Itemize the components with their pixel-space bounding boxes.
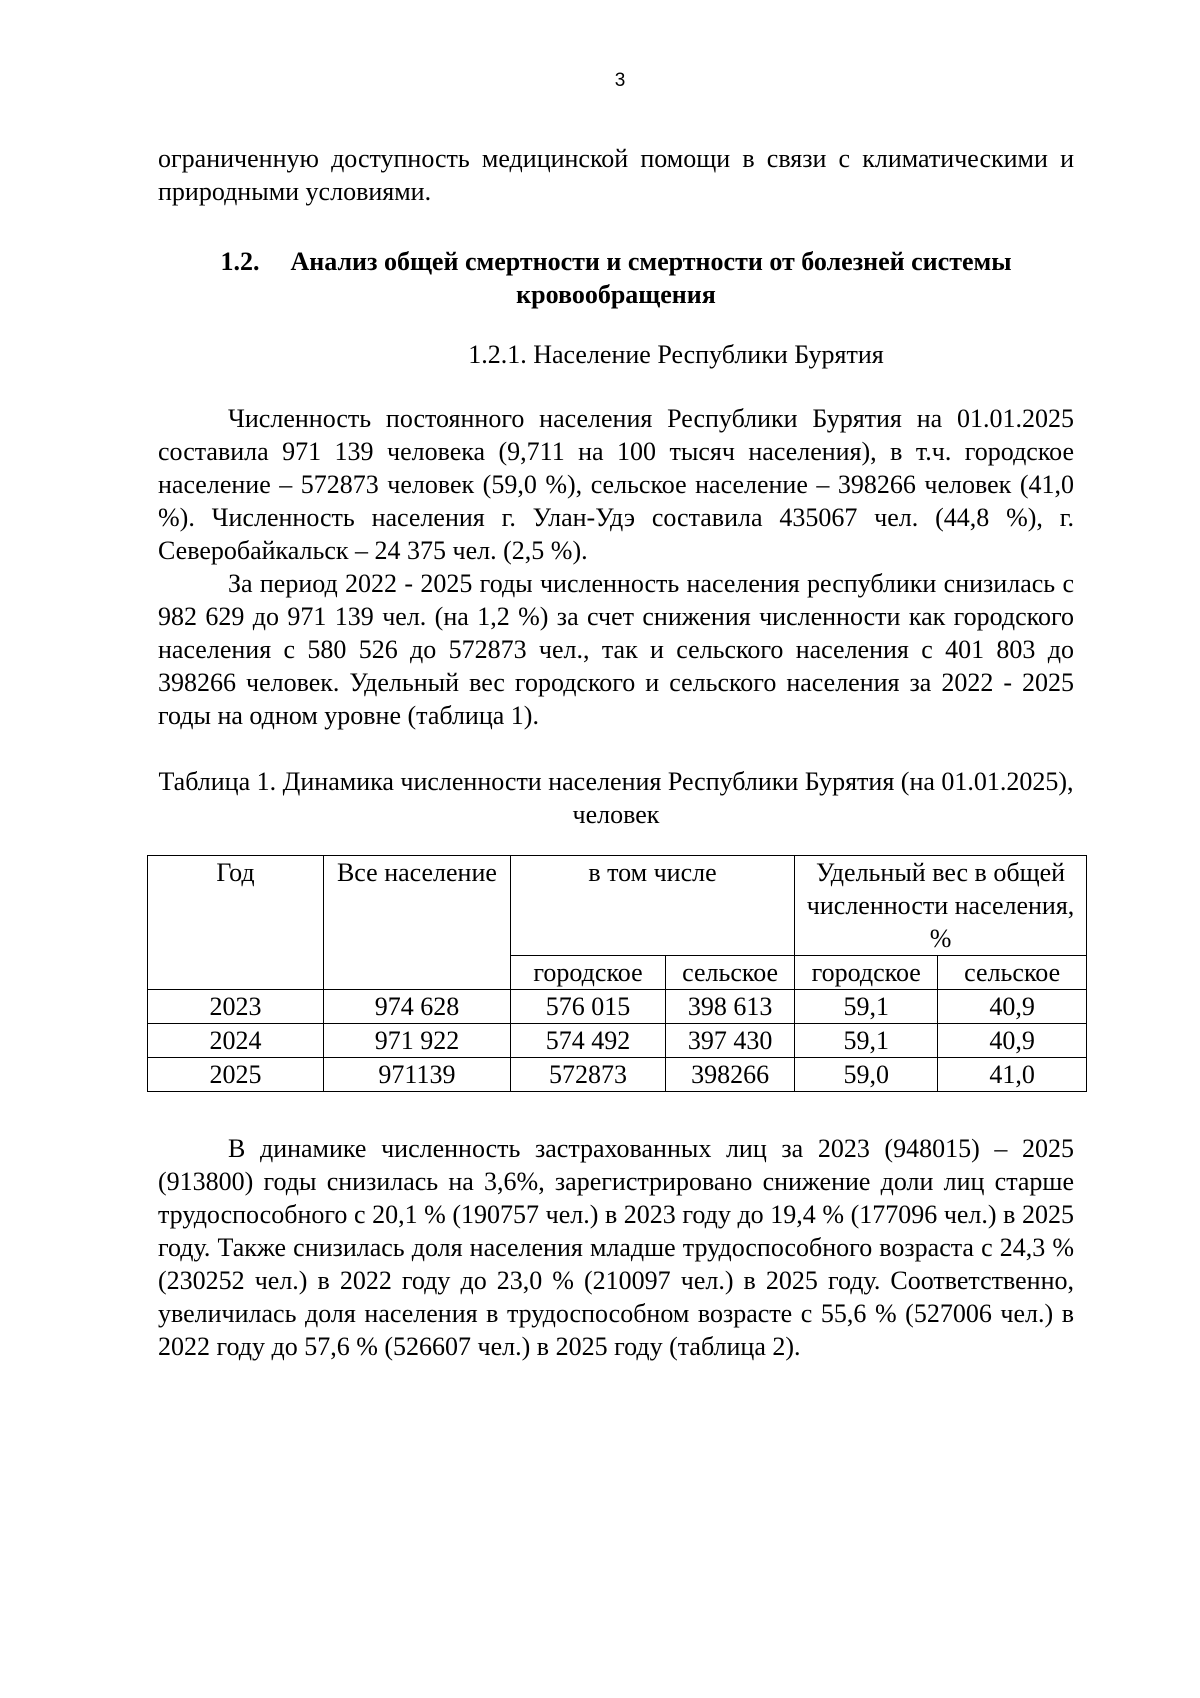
table-caption: Таблица 1. Динамика численности населения Республики Бурятия (на 01.01.2025), человек [158, 767, 1074, 829]
header-share-rural: сельское [938, 956, 1087, 990]
cell-share-rural: 40,9 [938, 990, 1087, 1024]
section-title: Анализ общей смертности и смертности от болезней системы кровообращения [290, 247, 1012, 309]
cell-year: 2024 [148, 1024, 324, 1058]
cell-year: 2023 [148, 990, 324, 1024]
cell-total: 971139 [323, 1058, 510, 1092]
header-share: Удельный вес в общей численности населения, % [795, 856, 1087, 956]
table-row [148, 1058, 1087, 1092]
cell-rural: 398 613 [666, 990, 795, 1024]
cell-share-urban: 59,1 [795, 990, 938, 1024]
table-row [148, 990, 1087, 1024]
cell-urban: 572873 [510, 1058, 665, 1092]
population-table [147, 855, 1087, 1092]
cell-share-urban: 59,1 [795, 1024, 938, 1058]
subsection-heading: 1.2.1. Население Республики Бурятия [468, 340, 884, 369]
cell-urban: 576 015 [510, 990, 665, 1024]
table-row [148, 1024, 1087, 1058]
header-year: Год [148, 856, 324, 990]
cell-total: 971 922 [323, 1024, 510, 1058]
paragraph-dynamics: За период 2022 - 2025 годы численность населения республики снизилась с 982 629 до 971 139 чел. (на 1,2 %) за счет снижения численности как городского населения с 580 526 до 572873 чел., так и сельского населения с 401 803 до 398266 человек. Удельный вес городского и сельского населения за 2022 - 2025 годы на одном уровне (таблица 1). [158, 569, 1074, 730]
cell-share-rural: 40,9 [938, 1024, 1087, 1058]
cell-rural: 398266 [666, 1058, 795, 1092]
cell-urban: 574 492 [510, 1024, 665, 1058]
intro-paragraph: ограниченную доступность медицинской помощи в связи с климатическими и природными условиями. [158, 144, 1074, 206]
header-share-urban: городское [795, 956, 938, 990]
cell-share-urban: 59,0 [795, 1058, 938, 1092]
table-header-row [148, 856, 1087, 956]
cell-rural: 397 430 [666, 1024, 795, 1058]
population-text [158, 402, 1074, 732]
section-heading [158, 245, 1074, 311]
section-number: 1.2. [220, 247, 260, 276]
cell-total: 974 628 [323, 990, 510, 1024]
cell-year: 2025 [148, 1058, 324, 1092]
header-urban: городское [510, 956, 665, 990]
header-total: Все население [323, 856, 510, 990]
header-including: в том числе [510, 856, 794, 956]
insured-text [158, 1132, 1074, 1363]
paragraph-insured: В динамике численность застрахованных лиц за 2023 (948015) – 2025 (913800) годы снизилась на 3,6%, зарегистрировано снижение доли лиц старше трудоспособного с 20,1 % (190757 чел.) в 2023 году до 19,4 % (177096 чел.) в 2025 году. Также снизилась доля населения младше трудоспособного возраста с 24,3 % (230252 чел.) в 2022 году до 23,0 % (210097 чел.) в 2025 году. Соответственно, увеличилась доля населения в трудоспособном возрасте с 55,6 % (527006 чел.) в 2022 году до 57,6 % (526607 чел.) в 2025 году (таблица 2). [158, 1134, 1074, 1361]
cell-share-rural: 41,0 [938, 1058, 1087, 1092]
header-rural: сельское [666, 956, 795, 990]
document-body [158, 142, 1074, 1363]
page-number: 3 [614, 70, 626, 91]
paragraph-population: Численность постоянного населения Республики Бурятия на 01.01.2025 составила 971 139 человека (9,711 на 100 тысяч населения), в т.ч. городское население – 572873 человек (59,0 %), сельское население – 398266 человек (41,0 %). Численность населения г. Улан-Удэ составила 435067 чел. (44,8 %), г. Северобайкальск – 24 375 чел. (2,5 %). [158, 404, 1074, 565]
